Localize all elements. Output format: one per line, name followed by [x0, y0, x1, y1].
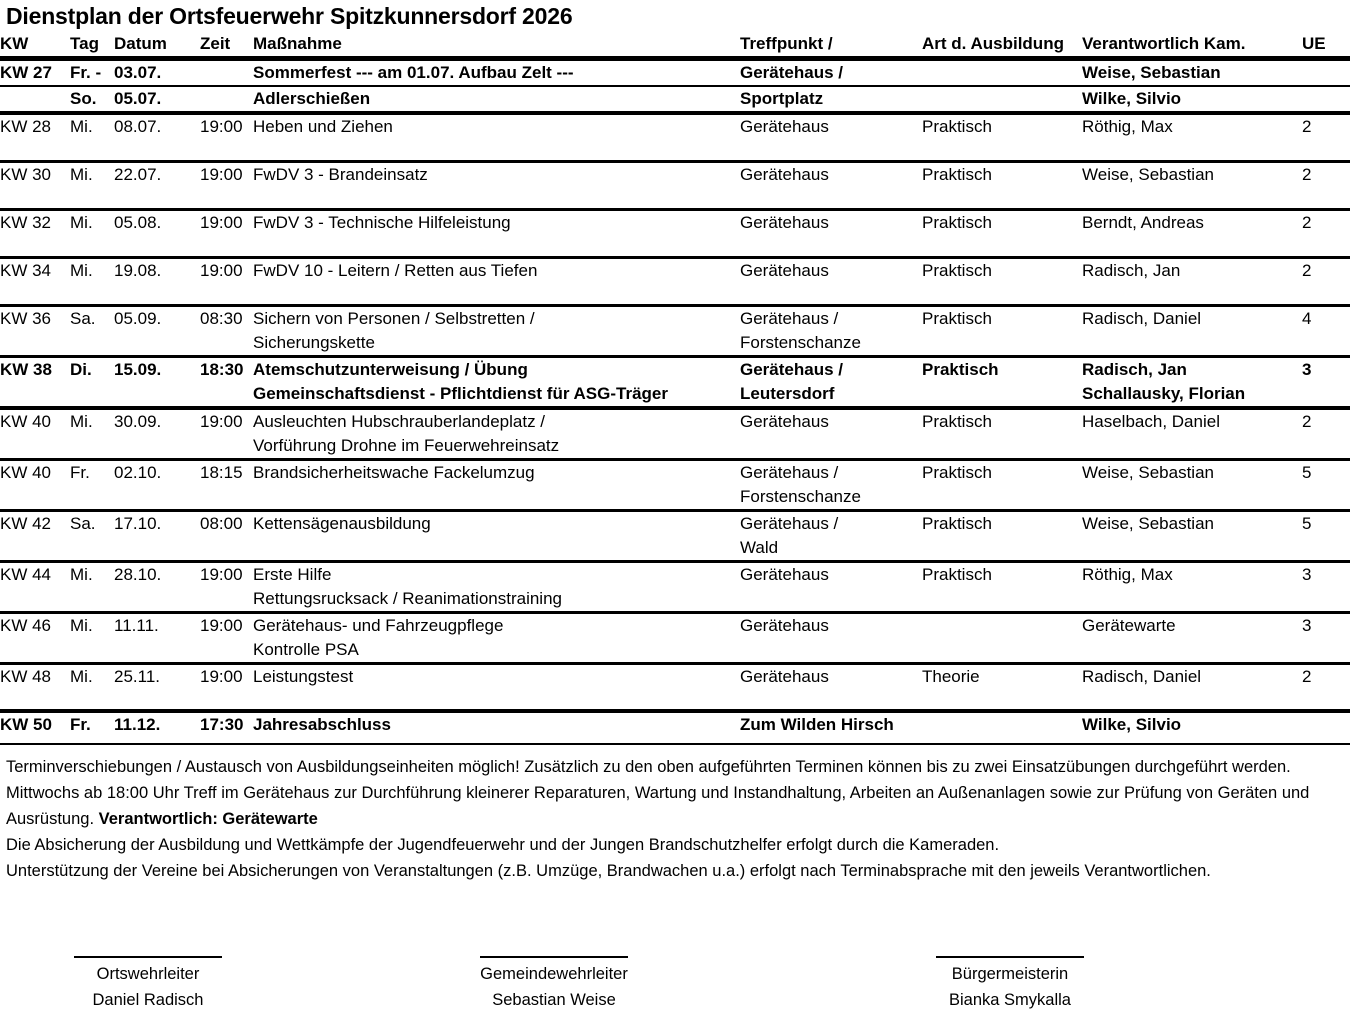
cell-massnahme: Gerätehaus- und Fahrzeugpflege Kontrolle PSA — [253, 612, 740, 663]
cell-kw: KW 50 — [0, 711, 70, 744]
table-row — [0, 305, 1350, 356]
cell-tag: Mi. — [70, 257, 114, 305]
header-cell-art: Art d. Ausbildung — [922, 32, 1082, 59]
cell-tag: Fr. - — [70, 59, 114, 87]
signature-section — [0, 948, 1350, 1013]
cell-treffpunkt: Gerätehaus — [740, 663, 922, 711]
cell-zeit: 08:00 — [200, 510, 253, 561]
cell-verantwortlich: Gerätewarte — [1082, 612, 1302, 663]
cell-zeit — [200, 59, 253, 87]
cell-treffpunkt: Gerätehaus — [740, 161, 922, 209]
signature-role: Gemeindewehrleiter — [480, 965, 628, 983]
signature-name: Daniel Radisch — [92, 991, 204, 1009]
page-title: Dienstplan der Ortsfeuerwehr Spitzkunnersdorf 2026 — [6, 3, 573, 29]
cell-datum: 22.07. — [114, 161, 200, 209]
cell-zeit: 19:00 — [200, 209, 253, 257]
cell-verantwortlich: Weise, Sebastian — [1082, 161, 1302, 209]
cell-treffpunkt: Sportplatz — [740, 86, 922, 113]
cell-datum: 25.11. — [114, 663, 200, 711]
cell-ue: 2 — [1302, 257, 1350, 305]
cell-verantwortlich: Weise, Sebastian — [1082, 59, 1302, 87]
cell-tag: Mi. — [70, 663, 114, 711]
cell-verantwortlich: Radisch, Jan Schallausky, Florian — [1082, 356, 1302, 408]
cell-verantwortlich: Wilke, Silvio — [1082, 86, 1302, 113]
cell-art — [922, 612, 1082, 663]
table-row — [0, 86, 1350, 113]
cell-massnahme: FwDV 10 - Leitern / Retten aus Tiefen — [253, 257, 740, 305]
header-cell-massnahme: Maßnahme — [253, 32, 740, 59]
cell-tag: Mi. — [70, 209, 114, 257]
cell-verantwortlich: Wilke, Silvio — [1082, 711, 1302, 744]
table-row — [0, 209, 1350, 257]
cell-zeit — [200, 86, 253, 113]
cell-massnahme: FwDV 3 - Technische Hilfeleistung — [253, 209, 740, 257]
cell-verantwortlich: Röthig, Max — [1082, 561, 1302, 612]
cell-kw: KW 40 — [0, 408, 70, 460]
cell-datum: 05.08. — [114, 209, 200, 257]
cell-ue: 2 — [1302, 209, 1350, 257]
cell-datum: 02.10. — [114, 459, 200, 510]
cell-datum: 05.07. — [114, 86, 200, 113]
signature-block — [434, 956, 674, 1013]
header-cell-datum: Datum — [114, 32, 200, 59]
cell-zeit: 19:00 — [200, 161, 253, 209]
cell-tag: Sa. — [70, 510, 114, 561]
cell-datum: 19.08. — [114, 257, 200, 305]
header-cell-tag: Tag — [70, 32, 114, 59]
signature-role: Ortswehrleiter — [96, 965, 200, 983]
cell-tag: Mi. — [70, 561, 114, 612]
cell-datum: 03.07. — [114, 59, 200, 87]
cell-massnahme: FwDV 3 - Brandeinsatz — [253, 161, 740, 209]
cell-art: Praktisch — [922, 408, 1082, 460]
cell-art: Praktisch — [922, 459, 1082, 510]
cell-tag: So. — [70, 86, 114, 113]
note-bold-text: Verantwortlich: Gerätewarte — [98, 810, 318, 828]
table-row — [0, 257, 1350, 305]
table-row — [0, 356, 1350, 408]
cell-kw: KW 27 — [0, 59, 70, 87]
signature-block — [890, 956, 1130, 1013]
cell-ue: 2 — [1302, 663, 1350, 711]
table-header-row — [0, 32, 1350, 59]
table-row — [0, 663, 1350, 711]
cell-kw: KW 42 — [0, 510, 70, 561]
signature-line — [74, 956, 222, 958]
signature-name: Sebastian Weise — [492, 991, 616, 1009]
cell-ue: 3 — [1302, 561, 1350, 612]
table-row — [0, 711, 1350, 744]
cell-massnahme: Adlerschießen — [253, 86, 740, 113]
cell-art: Praktisch — [922, 305, 1082, 356]
cell-massnahme: Ausleuchten Hubschrauberlandeplatz / Vorführung Drohne im Feuerwehreinsatz — [253, 408, 740, 460]
table-row — [0, 408, 1350, 460]
note-line: Terminverschiebungen / Austausch von Ausbildungseinheiten möglich! Zusätzlich zu den oben aufgeführten Terminen können bis zu zwei Einsatzübungen durchgeführt werden. — [6, 758, 1291, 776]
cell-verantwortlich: Berndt, Andreas — [1082, 209, 1302, 257]
cell-massnahme: Kettensägenausbildung — [253, 510, 740, 561]
cell-zeit: 17:30 — [200, 711, 253, 744]
cell-verantwortlich: Weise, Sebastian — [1082, 459, 1302, 510]
cell-zeit: 19:00 — [200, 561, 253, 612]
cell-verantwortlich: Radisch, Daniel — [1082, 305, 1302, 356]
cell-treffpunkt: Gerätehaus — [740, 612, 922, 663]
cell-kw: KW 32 — [0, 209, 70, 257]
cell-kw: KW 44 — [0, 561, 70, 612]
cell-art: Praktisch — [922, 209, 1082, 257]
cell-zeit: 19:00 — [200, 113, 253, 161]
cell-datum: 28.10. — [114, 561, 200, 612]
cell-tag: Fr. — [70, 711, 114, 744]
cell-tag: Mi. — [70, 612, 114, 663]
signature-line — [480, 956, 628, 958]
signature-line — [936, 956, 1084, 958]
cell-art: Praktisch — [922, 561, 1082, 612]
header-cell-ue: UE — [1302, 32, 1350, 59]
note-line: Unterstützung der Vereine bei Absicherungen von Veranstaltungen (z.B. Umzüge, Brandwachen u.a.) erfolgt nach Terminabsprache mit den jeweils Verantwortlichen. — [6, 862, 1211, 880]
cell-zeit: 19:00 — [200, 612, 253, 663]
table-row — [0, 59, 1350, 87]
cell-art: Praktisch — [922, 161, 1082, 209]
cell-zeit: 18:15 — [200, 459, 253, 510]
cell-ue — [1302, 711, 1350, 744]
cell-ue: 4 — [1302, 305, 1350, 356]
cell-art: Praktisch — [922, 510, 1082, 561]
cell-art — [922, 86, 1082, 113]
cell-ue: 3 — [1302, 612, 1350, 663]
cell-datum: 15.09. — [114, 356, 200, 408]
cell-datum: 17.10. — [114, 510, 200, 561]
table-row — [0, 612, 1350, 663]
cell-verantwortlich: Haselbach, Daniel — [1082, 408, 1302, 460]
header-cell-treffpunkt: Treffpunkt / — [740, 32, 922, 59]
table-row — [0, 561, 1350, 612]
cell-ue: 3 — [1302, 356, 1350, 408]
cell-art: Praktisch — [922, 356, 1082, 408]
table-row — [0, 113, 1350, 161]
cell-kw: KW 30 — [0, 161, 70, 209]
cell-datum: 08.07. — [114, 113, 200, 161]
cell-art — [922, 59, 1082, 87]
cell-treffpunkt: Gerätehaus — [740, 257, 922, 305]
footnotes — [0, 745, 1350, 884]
signature-block — [28, 956, 268, 1013]
cell-massnahme: Jahresabschluss — [253, 711, 740, 744]
cell-art — [922, 711, 1082, 744]
signature-name: Bianka Smykalla — [949, 991, 1071, 1009]
cell-ue — [1302, 86, 1350, 113]
cell-massnahme: Erste Hilfe Rettungsrucksack / Reanimationstraining — [253, 561, 740, 612]
cell-tag: Mi. — [70, 161, 114, 209]
cell-massnahme: Brandsicherheitswache Fackelumzug — [253, 459, 740, 510]
cell-tag: Mi. — [70, 113, 114, 161]
cell-art: Theorie — [922, 663, 1082, 711]
cell-datum: 11.12. — [114, 711, 200, 744]
note-line: Mittwochs ab 18:00 Uhr Treff im Gerätehaus zur Durchführung kleinerer Reparaturen, Wartung und Instandhaltung, Arbeiten an Außenanlagen sowie zur Prüfung von Geräten und — [6, 784, 1310, 802]
cell-art: Praktisch — [922, 113, 1082, 161]
note-line: Die Absicherung der Ausbildung und Wettkämpfe der Jugendfeuerwehr und der Jungen Brandschutzhelfer erfolgt durch die Kameraden. — [6, 836, 1000, 854]
cell-verantwortlich: Radisch, Daniel — [1082, 663, 1302, 711]
cell-treffpunkt: Gerätehaus / Forstenschanze — [740, 305, 922, 356]
cell-verantwortlich: Weise, Sebastian — [1082, 510, 1302, 561]
cell-kw: KW 34 — [0, 257, 70, 305]
cell-kw — [0, 86, 70, 113]
cell-ue: 5 — [1302, 459, 1350, 510]
table-row — [0, 510, 1350, 561]
cell-ue: 2 — [1302, 161, 1350, 209]
cell-zeit: 19:00 — [200, 663, 253, 711]
cell-treffpunkt: Gerätehaus — [740, 209, 922, 257]
cell-kw: KW 36 — [0, 305, 70, 356]
cell-treffpunkt: Zum Wilden Hirsch — [740, 711, 922, 744]
cell-ue: 2 — [1302, 113, 1350, 161]
cell-kw: KW 40 — [0, 459, 70, 510]
table-row — [0, 459, 1350, 510]
cell-datum: 30.09. — [114, 408, 200, 460]
cell-treffpunkt: Gerätehaus — [740, 561, 922, 612]
cell-tag: Mi. — [70, 408, 114, 460]
cell-ue: 2 — [1302, 408, 1350, 460]
cell-ue: 5 — [1302, 510, 1350, 561]
cell-massnahme: Atemschutzunterweisung / Übung Gemeinschaftsdienst - Pflichtdienst für ASG-Träger — [253, 356, 740, 408]
cell-treffpunkt: Gerätehaus / Leutersdorf — [740, 356, 922, 408]
cell-kw: KW 28 — [0, 113, 70, 161]
cell-datum: 05.09. — [114, 305, 200, 356]
cell-tag: Sa. — [70, 305, 114, 356]
header-cell-kw: KW — [0, 32, 70, 59]
signature-role: Bürgermeisterin — [951, 965, 1069, 983]
cell-verantwortlich: Radisch, Jan — [1082, 257, 1302, 305]
cell-treffpunkt: Gerätehaus — [740, 113, 922, 161]
cell-zeit: 19:00 — [200, 408, 253, 460]
cell-tag: Fr. — [70, 459, 114, 510]
cell-zeit: 19:00 — [200, 257, 253, 305]
cell-kw: KW 48 — [0, 663, 70, 711]
cell-massnahme: Sichern von Personen / Selbstretten / Sicherungskette — [253, 305, 740, 356]
cell-kw: KW 46 — [0, 612, 70, 663]
cell-treffpunkt: Gerätehaus / Forstenschanze — [740, 459, 922, 510]
cell-art: Praktisch — [922, 257, 1082, 305]
cell-treffpunkt: Gerätehaus — [740, 408, 922, 460]
cell-datum: 11.11. — [114, 612, 200, 663]
cell-ue — [1302, 59, 1350, 87]
note-line: Ausrüstung. Verantwortlich: Gerätewarte — [6, 810, 318, 828]
cell-massnahme: Heben und Ziehen — [253, 113, 740, 161]
cell-tag: Di. — [70, 356, 114, 408]
cell-massnahme: Sommerfest --- am 01.07. Aufbau Zelt --- — [253, 59, 740, 87]
cell-massnahme: Leistungstest — [253, 663, 740, 711]
header-cell-verantwortlich: Verantwortlich Kam. — [1082, 32, 1302, 59]
cell-treffpunkt: Gerätehaus / Wald — [740, 510, 922, 561]
schedule-table — [0, 32, 1350, 745]
cell-kw: KW 38 — [0, 356, 70, 408]
table-row — [0, 161, 1350, 209]
cell-treffpunkt: Gerätehaus / — [740, 59, 922, 87]
cell-zeit: 18:30 — [200, 356, 253, 408]
cell-zeit: 08:30 — [200, 305, 253, 356]
cell-verantwortlich: Röthig, Max — [1082, 113, 1302, 161]
header-cell-zeit: Zeit — [200, 32, 253, 59]
